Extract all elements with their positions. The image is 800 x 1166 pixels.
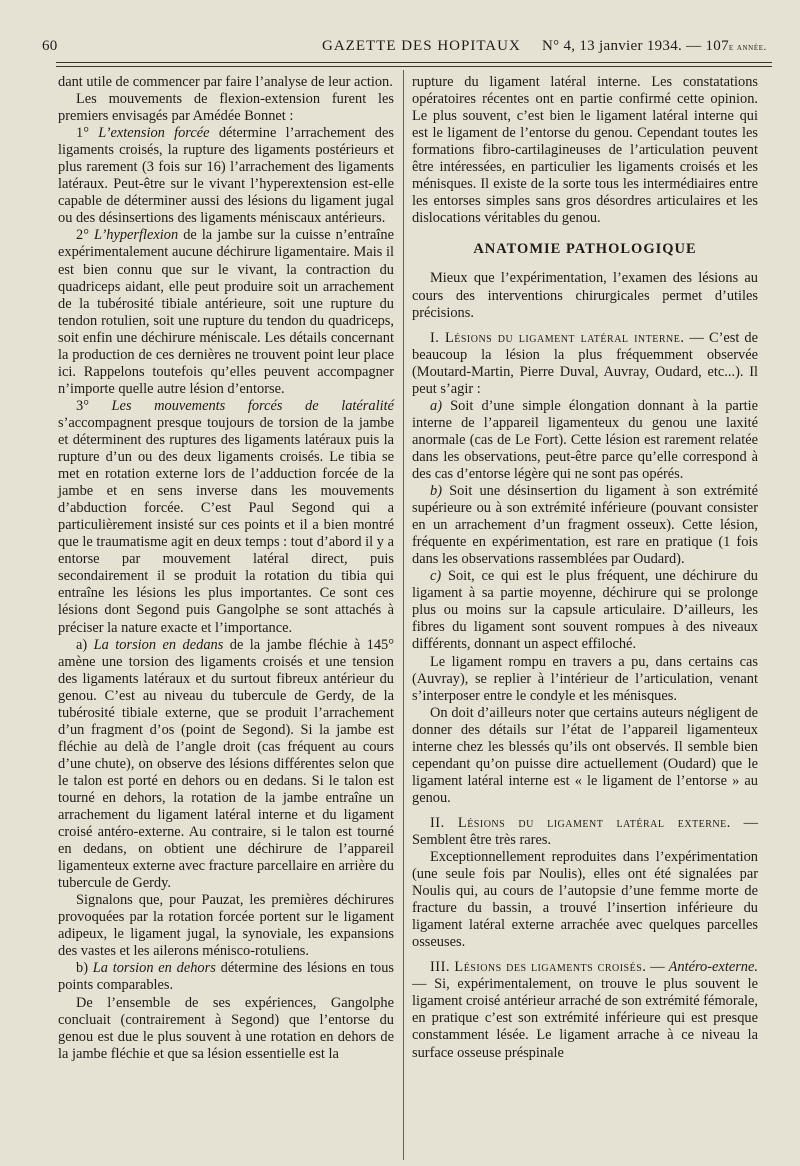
paragraph: De l’ensemble de ses expériences, Gangolphe concluait (contrairement à Segond) que l’entorse du genou est due le plus souvent à une rotation en dehors de la jambe fléchie et que sa lésion essentielle est la <box>58 994 394 1062</box>
dash: — <box>646 959 669 976</box>
paragraph: Exceptionnellement reproduites dans l’expérimentation (une seule fois par Noulis), elles ont été signalées par Noulis qui, au cours de l’autopsie d’une femme morte de fracture du bassin, a trouvé l’insertion inférieure du ligament latéral externe arrachée avec quelques parcelles osseuses. <box>412 849 758 951</box>
subsection-label: II. Lésions du ligament latéral externe. <box>430 814 731 831</box>
paragraph-text: — C’est de beaucoup la lésion la plus fréquemment observée (Moutard-Martin, Pierre Duval, Auvray, Oudard, etc...). Il peut s’agir : <box>412 329 758 397</box>
paragraph <box>58 637 394 893</box>
subsection-label: III. Lésions des ligaments croisés. <box>430 959 647 976</box>
paragraph: Le ligament rompu en travers a pu, dans certains cas (Auvray), se replier à l’intérieur de l’articulation, venant s’interposer entre le condyle et les ménisques. <box>412 653 758 704</box>
item-text: Soit d’une simple élongation donnant à la partie interne de l’appareil ligamenteux du genou une laxité anormale (cas de Le Fort). Cette lésion est rarement relatée dans les observations, peut-être parce qu’elle correspond à des cas d’entorse légère qui ne sont pas opérés. <box>412 397 758 482</box>
item-text: détermine des lésions en tous points comparables. <box>58 960 394 994</box>
page-number: 60 <box>42 38 58 54</box>
item-number: b) <box>76 960 93 977</box>
paragraph: Mieux que l’expérimentation, l’examen des lésions au cours des interventions chirurgicales permet d’utiles précisions. <box>412 270 758 321</box>
page-header <box>42 36 772 60</box>
item-heading: La torsion en dehors <box>92 960 216 977</box>
left-column <box>58 74 394 1063</box>
paragraph <box>412 815 758 849</box>
right-column <box>412 74 758 1062</box>
paragraph <box>412 330 758 398</box>
paragraph: Signalons que, pour Pauzat, les premières déchirures provoquées par la rotation forcée portent sur le ligament adipeux, le ligament jugal, la synoviale, les expansions des vastes et les ailerons ménisco-rotuliens. <box>58 892 394 960</box>
paragraph <box>412 959 758 1061</box>
paragraph <box>412 398 758 483</box>
paragraph <box>412 568 758 653</box>
header-rule-bottom <box>56 66 772 67</box>
item-letter: a) <box>430 397 451 414</box>
issue-suffix: e année. <box>728 42 767 53</box>
item-text: s’accompagnent presque toujours de torsion de la jambe et déterminent des ruptures des ligaments latéraux puis la rupture d’un ou des deux ligaments croisés. Le tibia se met en rotation externe lors de l’adduction forcée de la jambe et en sens inverse dans les mouvements d’abduction forcée. C’est Paul Segond qui a particulièrement insisté sur ces points et il a bien montré que le traumatisme agit en deux temps : tout d’abord il y a entorse par mouvement latéral direct, puis secondairement il se produit la rotation du tibia qui entraîne les lésions les plus importantes. Ce sont ces lésions dont Segond puis Gangolphe se sont attachés à préciser la nature exacte et l’importance. <box>58 414 394 636</box>
item-number: a) <box>76 636 94 653</box>
item-heading: Les mouvements forcés de latéralité <box>111 397 394 414</box>
subsection-label: I. Lésions du ligament latéral interne. <box>430 329 685 346</box>
item-text: de la jambe fléchie à 145° amène une torsion des ligaments croisés et une tension des ligaments latéraux et du surtout fibreux antérieur du genou. C’est au niveau du tubercule de Gerdy, de la tubérosité tibiale externe, que se produit l’arrachement d’un fragment d’os (point de Segond). Si la jambe est fléchie au delà de l’angle droit (cas fréquent au cours d’une chute), on observe des lésions différentes selon que le talon est porté en dehors ou en dedans. Si le talon est tourné en dehors, la rotation de la jambe entraîne un arrachement du ligament latéral interne et du ligament croisé antéro-externe. Au contraire, si le talon est tourné en dedans, on obtient une déchirure de l’appareil ligamenteux externe avec fracture parcellaire en arrière du tubercule de Gerdy. <box>58 636 394 892</box>
issue-info <box>542 38 767 55</box>
paragraph: On doit d’ailleurs noter que certains auteurs négligent de donner des détails sur l’état de l’appareil ligamenteux interne chez les blessés qu’ils ont observés. Il semble bien cependant qu’on puisse dire actuellement (Oudard) que le ligament latéral interne est « le ligament de l’entorse » au genou. <box>412 704 758 806</box>
item-letter: c) <box>430 568 448 585</box>
paragraph: rupture du ligament latéral interne. Les constatations opératoires récentes ont en partie confirmé cette opinion. Le plus souvent, c’est bien le ligament latéral interne qui est le ligament de l’entorse du genou. Cependant toutes les formations fibro-cartilagineuses de l’articulation peuvent être intéressées, en particulier les ligaments croisés et les ménisques. Il existe de la sorte tous les intermédiaires entre les entorses simples sans gros désordres articulaires et les dislocations véritables du genou. <box>412 74 758 227</box>
paragraph <box>412 483 758 568</box>
item-text: de la jambe sur la cuisse n’entraîne expérimentalement aucune déchirure ligamentaire. Mais il est bien connu que sur le vivant, la contraction du quadriceps aidant, elle peut produire soit un arrachement de la tubérosité tibiale antérieure, soit une rupture du tendon rotulien, soit une rupture du tendon du quadriceps, soit enfin une déchirure méniscale. Les détails concernant la production de ces dernières ne trouvent point leur place ici. Rappelons toutefois qu’elles peuvent accompagner n’importe quelle autre lésion d’entorse. <box>58 227 394 397</box>
paragraph-text: — Semblent être très rares. <box>412 814 758 848</box>
item-heading: L’hyperflexion <box>93 227 179 244</box>
item-text: Soit une désinsertion du ligament à son extrémité supérieure ou à son extrémité inférieure (pouvant consister en un arrachement d’un fragment osseux). Cette lésion, fréquente en expérimentation, est rare en pratique (1 fois dans les observations rassemblées par Oudard). <box>412 483 758 568</box>
item-text: détermine l’arrachement des ligaments croisés, la rupture des ligaments postérieurs et plus rarement (3 fois sur 16) l’arrachement des ligaments latéraux. Peut-être sur le vivant l’hyperextension est-elle capable de déterminer aussi des lésions du ligament jugal ou des désinsertions des ligaments méniscaux antérieurs. <box>58 125 394 227</box>
item-heading: La torsion en dedans <box>93 636 224 653</box>
paragraph <box>58 227 394 397</box>
paragraph <box>58 398 394 637</box>
header-rule-top <box>56 62 772 63</box>
issue-date: N° 4, 13 janvier 1934. — 107 <box>542 38 729 54</box>
paragraph <box>58 125 394 227</box>
item-number: 3° <box>76 397 112 414</box>
paragraph: Les mouvements de flexion-extension furent les premiers envisagés par Amédée Bonnet : <box>58 91 394 125</box>
column-divider <box>403 70 404 1160</box>
item-number: 2° <box>76 227 94 244</box>
item-number: 1° <box>76 125 99 142</box>
item-letter: b) <box>430 483 450 500</box>
section-heading: ANATOMIE PATHOLOGIQUE <box>473 241 697 258</box>
item-text: Soit, ce qui est le plus fréquent, une déchirure du ligament à sa partie moyenne, déchirure qui se prolonge plus ou moins sur la capsule articulaire. D’ailleurs, les fibres du ligament sont souvent rompues à des niveaux différents, donnant un aspect effiloché. <box>412 568 758 653</box>
journal-title: GAZETTE DES HOPITAUX <box>322 38 521 54</box>
item-heading: L’extension forcée <box>98 125 210 142</box>
paragraph-text: — Si, expérimentalement, on trouve le plus souvent le ligament croisé antérieur arraché de son extrémité fémorale, en pratique c’est son extrémité inférieure qui est presque constamment lésée. Le ligament arrache à ce niveau la surface osseuse préspinale <box>412 976 759 1061</box>
paragraph: dant utile de commencer par faire l’analyse de leur action. <box>58 74 393 90</box>
subsection-subheading: Antéro-externe. <box>668 959 758 976</box>
paragraph <box>58 960 394 994</box>
